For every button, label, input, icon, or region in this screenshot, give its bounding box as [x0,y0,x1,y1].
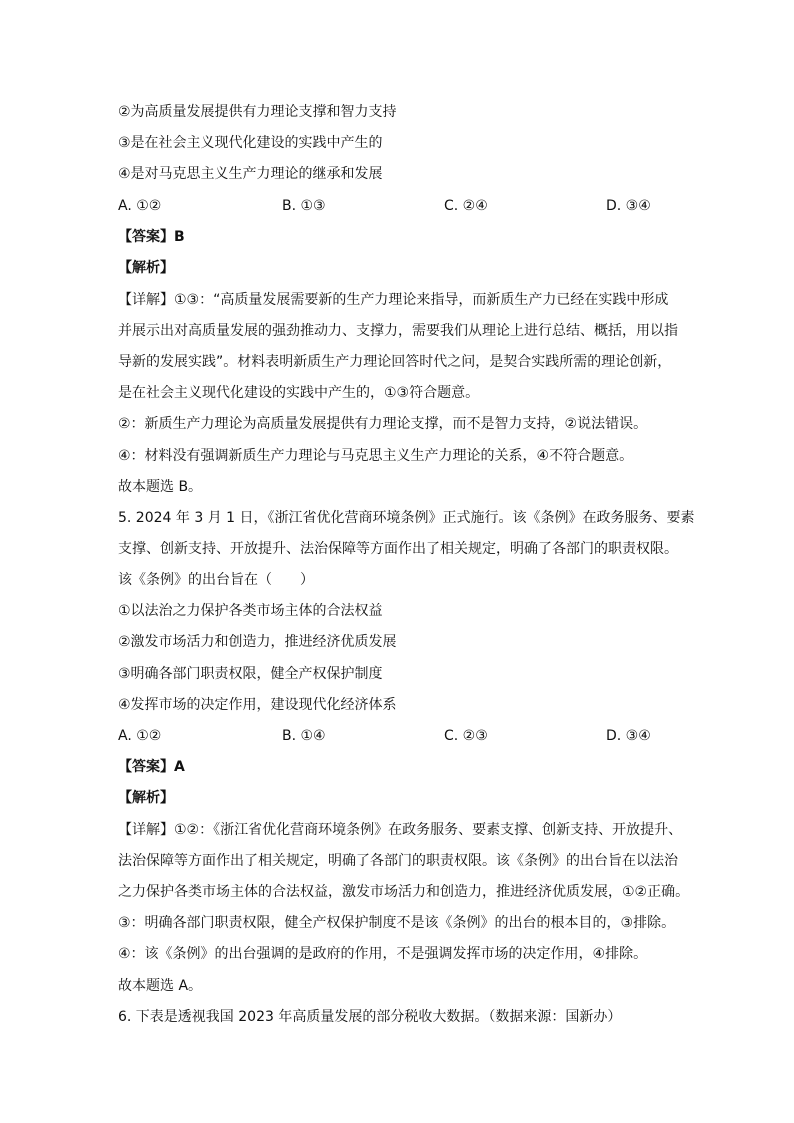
q4-item-3: ③是在社会主义现代化建设的实践中产生的 [118,135,383,151]
q5-item-2: ②激发市场活力和创造力，推进经济优质发展 [118,634,397,650]
q5-detail-line: ④：该《条例》的出台强调的是政府的作用，不是强调发挥市场的决定作用，④排除。 [118,946,648,962]
q4-detail-line: ②：新质生产力理论为高质量发展提供有力理论支撑，而不是智力支持，②说法错误。 [118,416,648,432]
q4-answer: 【答案】B [118,229,185,245]
q5-detail-line: ③：明确各部门职责权限，健全产权保护制度不是该《条例》的出台的根本目的，③排除。 [118,915,676,931]
q6-stem: 6. 下表是透视我国 2023 年高质量发展的部分税收大数据。（数据来源：国新办） [118,1009,622,1025]
q4-option-c: C. ②④ [444,198,488,214]
q4-detail-line: 是在社会主义现代化建设的实践中产生的，①③符合题意。 [118,385,480,401]
q5-conclusion: 故本题选 A。 [118,978,203,994]
q4-detail-line: 导新的发展实践”。材料表明新质生产力理论回答时代之问，是契合实践所需的理论创新， [118,354,672,370]
q5-stem-line: 5. 2024 年 3 月 1 日，《浙江省优化营商环境条例》正式施行。该《条例》在政务服务、要素 [118,510,695,526]
q5-option-c: C. ②③ [444,728,488,744]
q5-analysis-heading: 【解析】 [118,790,174,806]
q4-conclusion: 故本题选 B。 [118,479,203,495]
q5-item-4: ④发挥市场的决定作用，建设现代化经济体系 [118,697,397,713]
q5-option-b: B. ①④ [282,728,326,744]
q5-answer: 【答案】A [118,759,185,775]
q5-detail-line: 法治保障等方面作出了相关规定，明确了各部门的职责权限。该《条例》的出台旨在以法治 [118,853,678,869]
q4-option-d: D. ③④ [606,198,651,214]
q5-detail-line: 【详解】①②：《浙江省优化营商环境条例》在政务服务、要素支撑、创新支持、开放提升、 [118,822,683,838]
q4-detail-line: 并展示出对高质量发展的强劲推动力、支撑力，需要我们从理论上进行总结、概括，用以指 [118,323,678,339]
q4-item-2: ②为高质量发展提供有力理论支撑和智力支持 [118,104,397,120]
q4-analysis-heading: 【解析】 [118,260,174,276]
q4-detail-line: ④：材料没有强调新质生产力理论与马克思主义生产力理论的关系，④不符合题意。 [118,448,634,464]
q5-item-1: ①以法治之力保护各类市场主体的合法权益 [118,603,383,619]
q5-detail-line: 之力保护各类市场主体的合法权益，激发市场活力和创造力，推进经济优质发展，①②正确。 [118,884,690,900]
q4-option-b: B. ①③ [282,198,326,214]
q4-item-4: ④是对马克思主义生产力理论的继承和发展 [118,166,383,182]
q5-item-3: ③明确各部门职责权限，健全产权保护制度 [118,666,383,682]
q5-stem-line: 该《条例》的出台旨在（ ） [118,572,314,588]
q5-stem-line: 支撑、创新支持、开放提升、法治保障等方面作出了相关规定，明确了各部门的职责权限。 [118,541,678,557]
q4-option-a: A. ①② [118,198,162,214]
q4-detail-line: 【详解】①③：“高质量发展需要新的生产力理论来指导，而新质生产力已经在实践中形成 [118,292,669,308]
q5-option-d: D. ③④ [606,728,651,744]
q5-option-a: A. ①② [118,728,162,744]
